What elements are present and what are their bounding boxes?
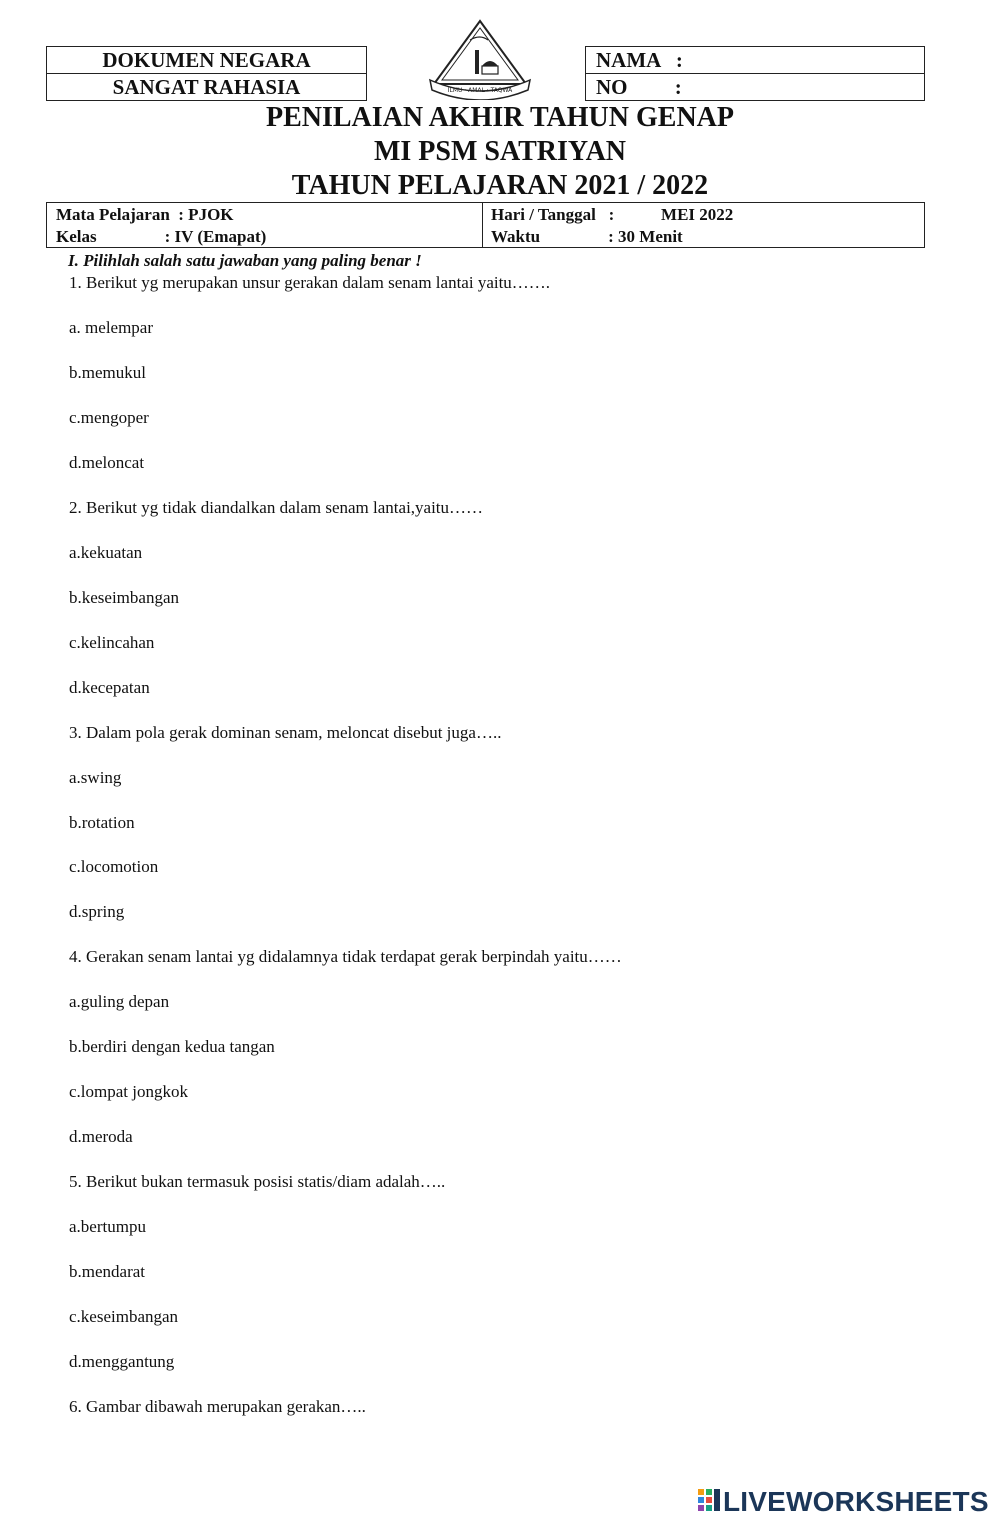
question-5: 5. Berikut bukan termasuk posisi statis/diam adalah….. — [69, 1172, 446, 1191]
question-4: 4. Gerakan senam lantai yg didalamnya tidak terdapat gerak berpindah yaitu…… — [69, 947, 622, 966]
date-info: Hari / Tanggal : MEI 2022 — [491, 205, 734, 224]
option-4c[interactable]: c.lompat jongkok — [69, 1082, 188, 1101]
doc-classification-line2: SANGAT RAHASIA — [112, 75, 301, 99]
class-info: Kelas : IV (Emapat) — [56, 227, 267, 246]
liveworksheets-logo-icon — [697, 1487, 721, 1517]
option-3c[interactable]: c.locomotion — [69, 857, 159, 876]
academic-year: TAHUN PELAJARAN 2021 / 2022 — [291, 170, 709, 201]
option-4b[interactable]: b.berdiri dengan kedua tangan — [69, 1037, 275, 1056]
option-5a[interactable]: a.bertumpu — [69, 1217, 146, 1236]
option-1c[interactable]: c.mengoper — [69, 408, 149, 427]
question-1: 1. Berikut yg merupakan unsur gerakan dalam senam lantai yaitu……. — [69, 273, 551, 292]
exam-title: PENILAIAN AKHIR TAHUN GENAP — [265, 102, 734, 133]
time-info: Waktu : 30 Menit — [491, 227, 683, 246]
logo-motto: ILMU · AMAL · TAQWA — [447, 87, 513, 94]
option-5c[interactable]: c.keseimbangan — [69, 1307, 179, 1326]
option-1a[interactable]: a. melempar — [69, 318, 154, 337]
school-name: MI PSM SATRIYAN — [373, 136, 627, 167]
subject-info: Mata Pelajaran : PJOK — [56, 205, 234, 224]
option-2b[interactable]: b.keseimbangan — [69, 588, 179, 607]
option-1b[interactable]: b.memukul — [69, 363, 146, 382]
option-3a[interactable]: a.swing — [69, 768, 122, 787]
option-3b[interactable]: b.rotation — [69, 813, 135, 832]
option-2d[interactable]: d.kecepatan — [69, 678, 150, 697]
doc-classification-line1: DOKUMEN NEGARA — [102, 48, 311, 72]
option-5d[interactable]: d.menggantung — [69, 1352, 175, 1371]
question-6: 6. Gambar dibawah merupakan gerakan….. — [69, 1397, 366, 1416]
liveworksheets-watermark — [697, 1486, 989, 1518]
question-2: 2. Berikut yg tidak diandalkan dalam senam lantai,yaitu…… — [69, 498, 484, 517]
liveworksheets-wordmark: LIVEWORKSHEETS — [723, 1486, 989, 1517]
option-4d[interactable]: d.meroda — [69, 1127, 133, 1146]
option-2a[interactable]: a.kekuatan — [69, 543, 143, 562]
school-logo — [428, 18, 532, 100]
option-3d[interactable]: d.spring — [69, 902, 125, 921]
section-instruction: I. Pilihlah salah satu jawaban yang paling benar ! — [68, 251, 422, 270]
option-2c[interactable]: c.kelincahan — [69, 633, 155, 652]
option-1d[interactable]: d.meloncat — [69, 453, 145, 472]
option-5b[interactable]: b.mendarat — [69, 1262, 145, 1281]
option-4a[interactable]: a.guling depan — [69, 992, 170, 1011]
student-number-field[interactable]: NO : — [596, 75, 682, 99]
question-3: 3. Dalam pola gerak dominan senam, meloncat disebut juga….. — [69, 723, 502, 742]
student-name-field[interactable]: NAMA : — [596, 48, 683, 72]
